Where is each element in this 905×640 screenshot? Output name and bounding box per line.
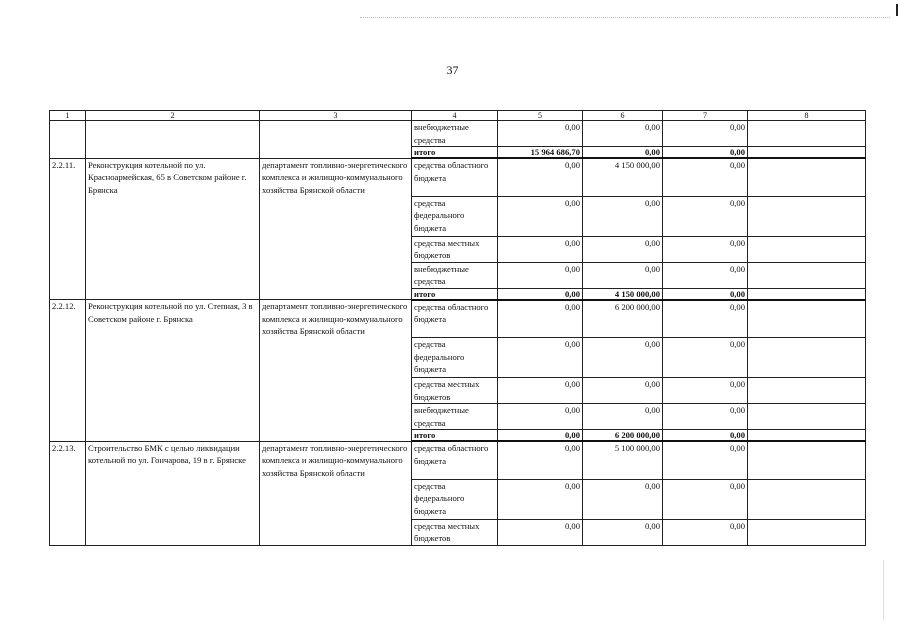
funding-source-cell: средства федерального бюджета <box>412 479 498 519</box>
value-col8 <box>748 338 866 378</box>
funding-source-cell: средства областного бюджета <box>412 158 498 196</box>
value-col7: 0,00 <box>663 441 748 479</box>
value-col6: 0,00 <box>583 121 663 147</box>
code-cell <box>50 121 86 159</box>
value-col6: 0,00 <box>583 378 663 404</box>
value-col8 <box>748 288 866 300</box>
value-col5: 0,00 <box>498 121 583 147</box>
total-label: итого <box>412 147 498 159</box>
value-col6: 6 200 000,00 <box>583 430 663 442</box>
value-col7: 0,00 <box>663 158 748 196</box>
name-cell: Строительство БМК с целью ликвидации котельной по ул. Гончарова, 19 в г. Брянске <box>86 441 260 545</box>
name-cell: Реконструкция котельной по ул. Степная, 3 в Советском районе г. Брянска <box>86 300 260 442</box>
scan-artifact-mark <box>896 4 898 16</box>
header-cell: 8 <box>748 111 866 121</box>
value-col6: 5 100 000,00 <box>583 441 663 479</box>
value-col5: 0,00 <box>498 519 583 545</box>
value-col6: 0,00 <box>583 196 663 236</box>
value-col6: 0,00 <box>583 338 663 378</box>
table-row <box>50 441 866 479</box>
value-col7: 0,00 <box>663 147 748 159</box>
value-col6: 4 150 000,00 <box>583 158 663 196</box>
value-col5: 0,00 <box>498 404 583 430</box>
table-row <box>50 121 866 147</box>
value-col8 <box>748 158 866 196</box>
value-col5: 0,00 <box>498 300 583 338</box>
code-cell: 2.2.11. <box>50 158 86 300</box>
value-col8 <box>748 236 866 262</box>
value-col8 <box>748 147 866 159</box>
value-col8 <box>748 121 866 147</box>
value-col7: 0,00 <box>663 288 748 300</box>
executor-cell: департамент топливно-энергетического комплекса и жилищно-коммунального хозяйства Брянской области <box>260 441 412 545</box>
value-col5: 0,00 <box>498 288 583 300</box>
value-col5: 0,00 <box>498 430 583 442</box>
funding-source-cell: внебюджетные средства <box>412 262 498 288</box>
value-col7: 0,00 <box>663 262 748 288</box>
header-cell: 7 <box>663 111 748 121</box>
value-col5: 0,00 <box>498 378 583 404</box>
value-col8 <box>748 196 866 236</box>
value-col5: 0,00 <box>498 262 583 288</box>
executor-cell: департамент топливно-энергетического комплекса и жилищно-коммунального хозяйства Брянской области <box>260 300 412 442</box>
value-col6: 0,00 <box>583 147 663 159</box>
header-cell: 6 <box>583 111 663 121</box>
header-cell: 3 <box>260 111 412 121</box>
value-col7: 0,00 <box>663 479 748 519</box>
program-table <box>49 110 866 546</box>
value-col6: 0,00 <box>583 519 663 545</box>
name-cell <box>86 121 260 159</box>
value-col5: 0,00 <box>498 479 583 519</box>
total-label: итого <box>412 430 498 442</box>
value-col7: 0,00 <box>663 404 748 430</box>
value-col8 <box>748 479 866 519</box>
page-number: 37 <box>446 63 459 77</box>
value-col7: 0,00 <box>663 196 748 236</box>
executor-cell <box>260 121 412 159</box>
value-col7: 0,00 <box>663 338 748 378</box>
funding-source-cell: средства федерального бюджета <box>412 338 498 378</box>
value-col7: 0,00 <box>663 378 748 404</box>
funding-source-cell: средства областного бюджета <box>412 300 498 338</box>
value-col6: 0,00 <box>583 236 663 262</box>
value-col6: 6 200 000,00 <box>583 300 663 338</box>
scan-artifact-dots <box>360 17 890 19</box>
value-col8 <box>748 441 866 479</box>
header-cell: 5 <box>498 111 583 121</box>
value-col7: 0,00 <box>663 519 748 545</box>
name-cell: Реконструкция котельной по ул. Красноармейская, 65 в Советском районе г. Брянска <box>86 158 260 300</box>
value-col5: 0,00 <box>498 441 583 479</box>
executor-cell: департамент топливно-энергетического комплекса и жилищно-коммунального хозяйства Брянской области <box>260 158 412 300</box>
funding-source-cell: внебюджетные средства <box>412 121 498 147</box>
funding-source-cell: средства местных бюджетов <box>412 236 498 262</box>
header-cell: 2 <box>86 111 260 121</box>
value-col8 <box>748 300 866 338</box>
funding-source-cell: средства федерального бюджета <box>412 196 498 236</box>
value-col5: 0,00 <box>498 338 583 378</box>
total-label: итого <box>412 288 498 300</box>
value-col7: 0,00 <box>663 430 748 442</box>
header-cell: 1 <box>50 111 86 121</box>
value-col8 <box>748 519 866 545</box>
value-col5: 0,00 <box>498 196 583 236</box>
funding-source-cell: средства местных бюджетов <box>412 378 498 404</box>
value-col6: 0,00 <box>583 262 663 288</box>
value-col8 <box>748 262 866 288</box>
value-col5: 15 964 686,70 <box>498 147 583 159</box>
value-col7: 0,00 <box>663 121 748 147</box>
value-col8 <box>748 430 866 442</box>
funding-source-cell: средства местных бюджетов <box>412 519 498 545</box>
value-col6: 0,00 <box>583 479 663 519</box>
value-col7: 0,00 <box>663 236 748 262</box>
value-col5: 0,00 <box>498 236 583 262</box>
code-cell: 2.2.12. <box>50 300 86 442</box>
code-cell: 2.2.13. <box>50 441 86 545</box>
value-col8 <box>748 378 866 404</box>
funding-source-cell: средства областного бюджета <box>412 441 498 479</box>
value-col8 <box>748 404 866 430</box>
value-col6: 0,00 <box>583 404 663 430</box>
value-col5: 0,00 <box>498 158 583 196</box>
value-col7: 0,00 <box>663 300 748 338</box>
header-cell: 4 <box>412 111 498 121</box>
header-row <box>50 111 866 121</box>
scan-artifact-line <box>883 560 884 620</box>
funding-source-cell: внебюджетные средства <box>412 404 498 430</box>
table-row <box>50 300 866 338</box>
table-body <box>50 111 866 546</box>
value-col6: 4 150 000,00 <box>583 288 663 300</box>
table-row <box>50 158 866 196</box>
